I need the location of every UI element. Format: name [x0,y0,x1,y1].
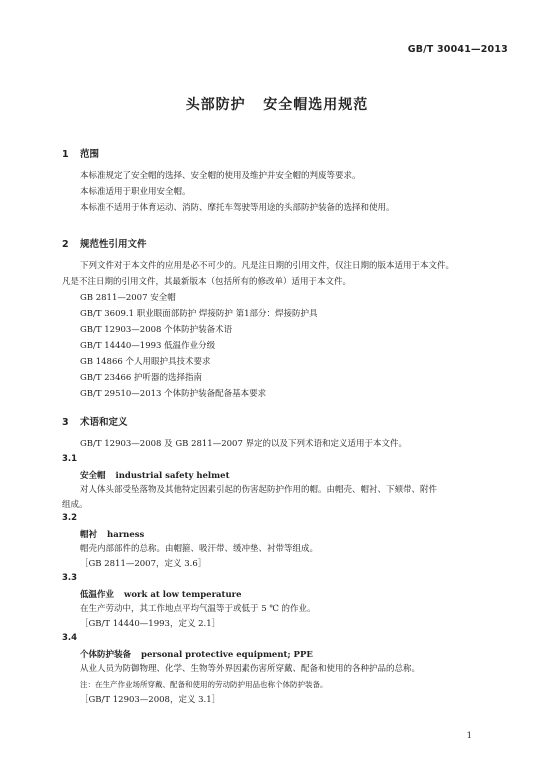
document-title: 头部防护 安全帽选用规范 [185,97,369,113]
term-definition: 在生产劳动中，其工作地点平均气温等于或低于 5 ℃ 的作业。 [80,604,316,614]
reference-item: GB/T 29510—2013 个体防护装备配备基本要求 [80,389,267,399]
paragraph: 本标准规定了安全帽的选择、安全帽的使用及维护并安全帽的判废等要求。 [80,171,361,181]
term-heading [80,469,230,481]
term-source: ［GB/T 12903—2008，定义 3.1］ [80,695,221,705]
reference-item: GB 14866 个人用眼护具技术要求 [80,357,211,367]
term-en: harness [107,530,145,540]
section-number: 3 [62,417,69,428]
section-number: 1 [62,149,69,160]
term-zh: 帽衬 [80,530,98,540]
reference-item: GB/T 14440—1993 低温作业分级 [80,341,216,351]
term-source: ［GB/T 14440—1993，定义 2.1］ [80,619,221,629]
section-2-heading [62,236,147,250]
term-definition: 对人体头部受坠落物及其他特定因素引起的伤害起防护作用的帽。由帽壳、帽衬、下颏带、附件 [80,485,438,495]
term-en: industrial safety helmet [115,471,230,481]
section-title: 术语和定义 [80,417,128,428]
term-number: 3.3 [62,573,78,583]
paragraph: 下列文件对于本文件的应用是必不可少的。凡是注日期的引用文件，仅注日期的版本适用于本文件。 [80,261,455,271]
term-en: work at low temperature [124,590,242,600]
page-number: 1 [466,731,472,741]
reference-item: GB/T 12903—2008 个体防护装备术语 [80,325,233,335]
term-number: 3.4 [62,633,78,643]
term-note: 注：在生产作业场所穿戴、配备和使用的劳动防护用品也称个体防护装备。 [80,680,328,689]
term-en: personal protective equipment; PPE [141,650,313,660]
reference-item: GB 2811—2007 安全帽 [80,293,176,303]
term-heading [80,648,313,660]
paragraph: GB/T 12903—2008 及 GB 2811—2007 界定的以及下列术语和定义适用于本文件。 [80,439,408,449]
term-number: 3.1 [62,454,78,464]
term-number: 3.2 [62,513,78,523]
section-1-heading [62,146,99,160]
term-source: ［GB 2811—2007，定义 3.6］ [80,559,207,569]
section-3-heading [62,414,128,428]
term-definition: 组成。 [62,500,88,510]
paragraph: 本标准适用于职业用安全帽。 [80,187,191,197]
paragraph: 凡是不注日期的引用文件，其最新版本（包括所有的修改单）适用于本文件。 [62,277,352,287]
term-definition: 帽壳内部部件的总称。由帽箍、吸汗带、缓冲垫、衬带等组成。 [80,544,319,554]
section-title: 规范性引用文件 [80,239,147,250]
term-heading [80,528,144,540]
paragraph: 本标准不适用于体育运动、消防、摩托车驾驶等用途的头部防护装备的选择和使用。 [80,203,395,213]
term-zh: 个体防护装备 [80,650,132,660]
term-zh: 低温作业 [80,590,115,600]
term-heading [80,588,242,600]
reference-item: GB/T 23466 护听器的选择指南 [80,373,203,383]
term-definition: 从业人员为防御物理、化学、生物等外界因素伤害所穿戴、配备和使用的各种护品的总称。 [80,664,421,674]
section-number: 2 [62,239,69,250]
reference-item: GB/T 3609.1 职业眼面部防护 焊接防护 第1部分：焊接防护具 [80,309,318,319]
standard-number: GB/T 30041—2013 [407,44,508,55]
term-zh: 安全帽 [80,471,106,481]
section-title: 范围 [80,149,100,160]
